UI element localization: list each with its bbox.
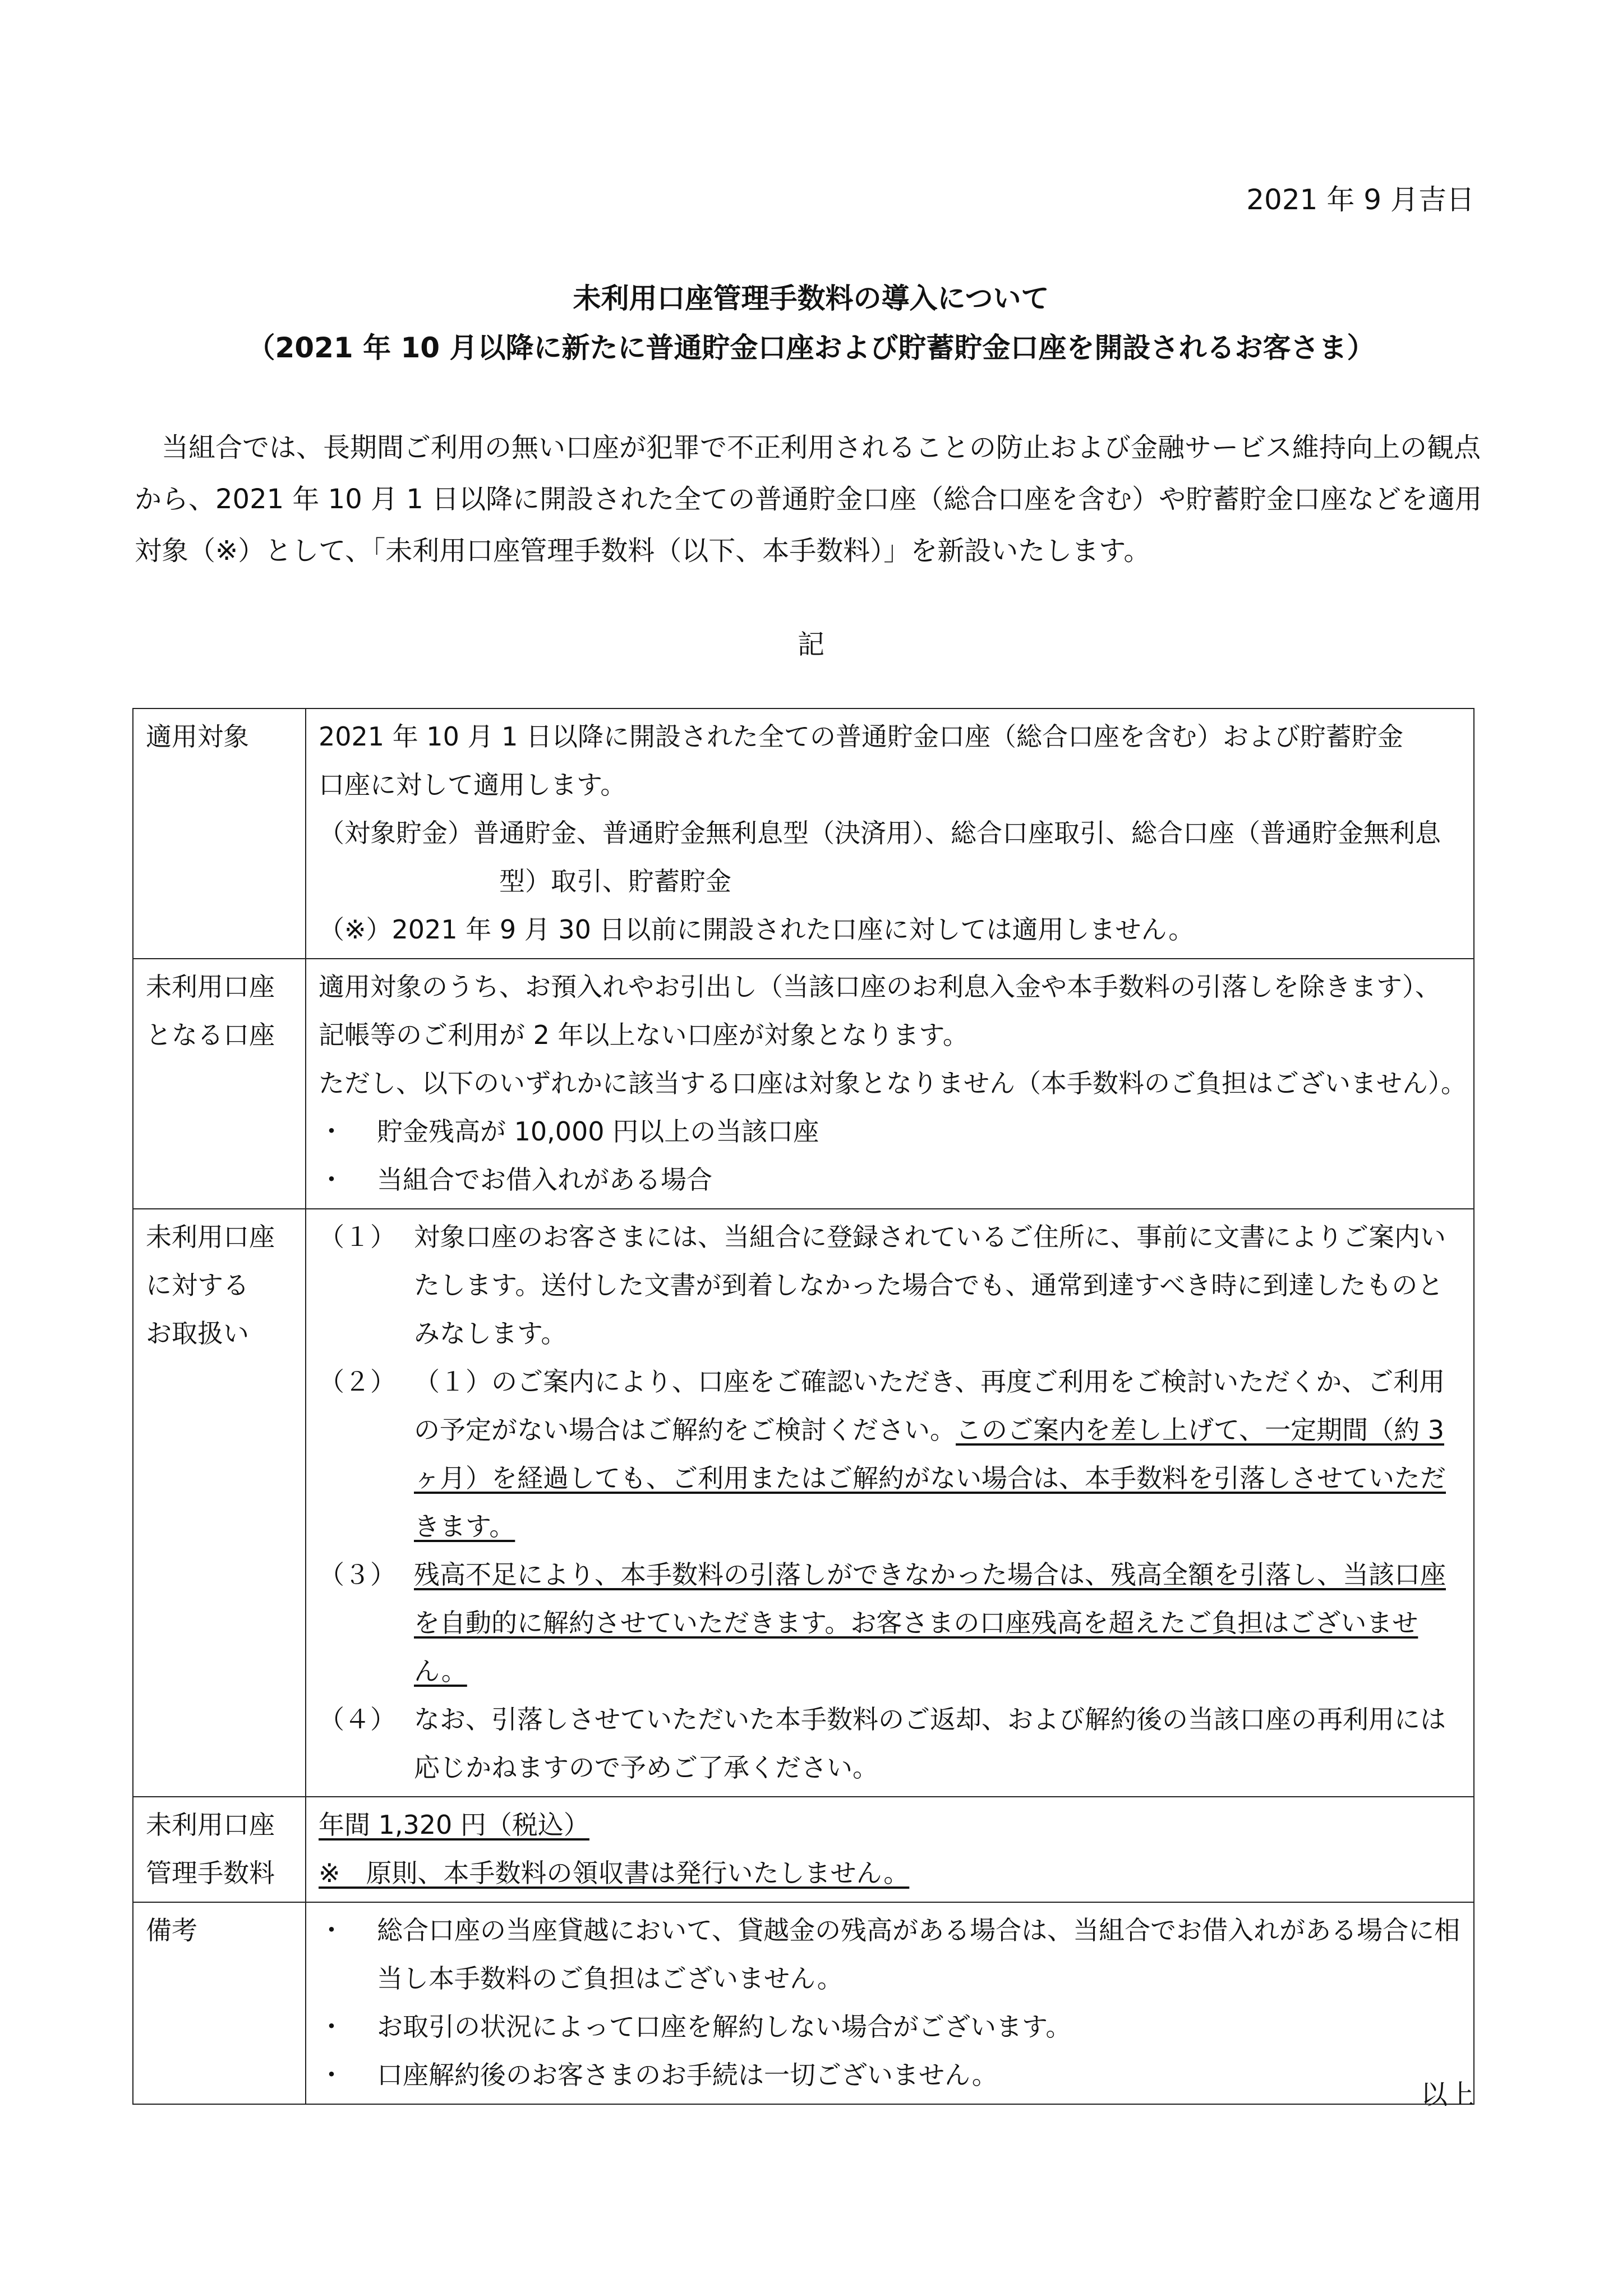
list-item (319, 2051, 1463, 2099)
item-text (414, 1358, 1463, 1550)
row-content (306, 1209, 1474, 1797)
row-content (306, 959, 1474, 1209)
bullet-text: 口座解約後のお客さまのお手続は一切ございません。 (377, 2060, 998, 2090)
row-header-label: 管理手数料 (146, 1858, 275, 1888)
row-header (133, 959, 306, 1209)
document-title: 未利用口座管理手数料の導入について (573, 282, 1049, 315)
bullet-text: 貯金残高が 10,000 円以上の当該口座 (377, 1116, 819, 1147)
row-header (133, 708, 306, 959)
bullet-text: 総合口座の当座貸越において、貸越金の残高がある場合は、当組合でお借入れがある場合に相当し本手数料のご負担はございません。 (377, 1915, 1460, 1994)
terms-table (132, 708, 1474, 2105)
bullet-text: お取引の状況によって口座を解約しない場合がございます。 (377, 2012, 1072, 2042)
item-number: （２） (319, 1366, 396, 1397)
row-header (133, 1209, 306, 1797)
list-item (319, 1156, 1463, 1204)
row-content (306, 1902, 1474, 2104)
bullet-mark: ・ (319, 2012, 344, 2042)
intro-paragraph (135, 422, 1492, 577)
table-row (133, 959, 1474, 1209)
content-line: （対象貯金）普通貯金、普通貯金無利息型（決済用）、総合口座取引、総合口座（普通貯金無利息型）取引、貯蓄貯金 (319, 818, 1441, 896)
item-number: （３） (319, 1559, 396, 1590)
content-line: 適用対象のうち、お預入れやお引出し（当該口座のお利息入金や本手数料の引落しを除きます）、 (319, 972, 1441, 1002)
bullet-mark: ・ (319, 1165, 344, 1195)
list-item (319, 1550, 1463, 1695)
row-header (133, 1797, 306, 1902)
item-number: （４） (319, 1704, 396, 1734)
document-date: 2021 年 9 月吉日 (1246, 183, 1474, 216)
row-header-label: お取扱い (146, 1318, 249, 1349)
row-content (306, 708, 1474, 959)
table-row (133, 1902, 1474, 2104)
closing-mark: 以上 (1420, 2079, 1474, 2110)
item-text-underlined: このご案内を差し上げて、一定期間（約 3 ヶ月）を経過しても、ご利用またはご解約がない場合は、本手数料を引落しさせていただきます。 (414, 1415, 1446, 1542)
row-header-label: となる口座 (146, 1020, 275, 1050)
table-row (133, 708, 1474, 959)
ki-heading: 記 (797, 629, 824, 660)
content-line: 口座に対して適用します。 (319, 770, 626, 800)
bullet-text: 当組合でお借入れがある場合 (377, 1165, 712, 1195)
item-text: 対象口座のお客さまには、当組合に登録されているご住所に、事前に文書によりご案内いたします。送付した文書が到着しなかった場合でも、通常到達すべき時に到達したものとみなします。 (414, 1222, 1446, 1349)
list-item (319, 1107, 1463, 1156)
row-header-label: 未利用口座 (146, 972, 275, 1002)
content-line: ただし、以下のいずれかに該当する口座は対象となりません（本手数料のご負担はございません）。 (319, 1068, 1467, 1098)
row-header-label: 未利用口座 (146, 1222, 275, 1252)
table-row (133, 1209, 1474, 1797)
row-header-label: 備考 (146, 1915, 197, 1945)
list-item (319, 1695, 1463, 1792)
bullet-mark: ・ (319, 1915, 344, 1945)
list-item (319, 1213, 1463, 1358)
fee-amount: 年間 1,320 円（税込） (319, 1810, 589, 1840)
item-number: （１） (319, 1222, 396, 1252)
item-text-part: （１）のご案内により、口座をご確認いただき、再度ご利用をご検討いただくか、ご利用の予定がない場合はご解約をご検討ください。 (414, 1366, 1445, 1445)
list-item (319, 1906, 1463, 2003)
item-text: なお、引落しさせていただいた本手数料のご返却、および解約後の当該口座の再利用には応じかねますので予めご了承ください。 (414, 1704, 1446, 1783)
content-line: 2021 年 10 月 1 日以降に開設された全ての普通貯金口座（総合口座を含む）および貯蓄貯金 (319, 721, 1403, 752)
list-item (319, 2003, 1463, 2051)
row-header-label: 未利用口座 (146, 1810, 275, 1840)
content-line: 記帳等のご利用が 2 年以上ない口座が対象となります。 (319, 1020, 969, 1050)
row-header-label: に対する (146, 1270, 249, 1300)
item-text-underlined: 残高不足により、本手数料の引落しができなかった場合は、残高全額を引落し、当該口座を自動的に解約させていただきます。お客さまの口座残高を超えたご負担はございません。 (414, 1559, 1446, 1686)
document-subtitle: （2021 年 10 月以降に新たに普通貯金口座および貯蓄貯金口座を開設されるお客さま） (247, 332, 1375, 364)
row-header (133, 1902, 306, 2104)
bullet-mark: ・ (319, 1116, 344, 1147)
content-line: （※）2021 年 9 月 30 日以前に開設された口座に対しては適用しません。 (319, 914, 1195, 945)
receipt-note: ※ 原則、本手数料の領収書は発行いたしません。 (319, 1858, 910, 1888)
list-item (319, 1358, 1463, 1550)
row-header-label: 適用対象 (146, 721, 249, 752)
bullet-mark: ・ (319, 2060, 344, 2090)
row-content (306, 1797, 1474, 1902)
table-row (133, 1797, 1474, 1902)
intro-text: 当組合では、長期間ご利用の無い口座が犯罪で不正利用されることの防止および金融サービス維持向上の観点から、2021 年 10 月 1 日以降に開設された全ての普通貯金口座（総合口座を含む）や貯蓄貯金口座などを適用対象（※）として、「未利用口座管理手数料（以下、本手数料）」を新設いたします。 (135, 432, 1482, 567)
